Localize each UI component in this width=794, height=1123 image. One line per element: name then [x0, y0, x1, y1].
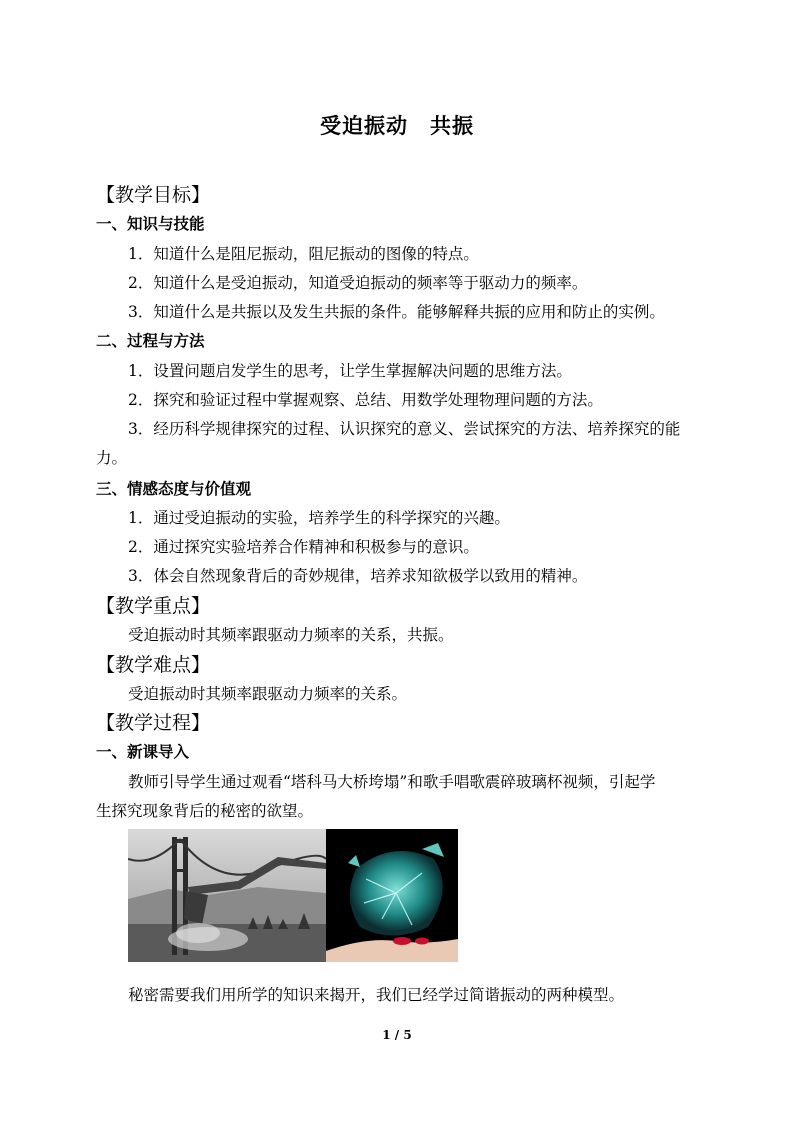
difficulties-text: 受迫振动时其频率跟驱动力频率的关系。	[128, 685, 408, 703]
shattered-glass-photo	[326, 829, 458, 962]
objective-item-continuation: 力。	[96, 449, 128, 467]
page-number: 1 / 5	[382, 1028, 412, 1042]
process-methods-heading: 二、过程与方法	[96, 331, 205, 350]
objective-item: 2．探究和验证过程中掌握观察、总结、用数学处理物理问题的方法。	[128, 391, 603, 409]
intro-paragraph-line: 生探究现象背后的秘密的欲望。	[96, 802, 314, 820]
objective-item: 3．体会自然现象背后的奇妙规律，培养求知欲极学以致用的精神。	[128, 567, 588, 585]
attitudes-values-heading: 三、情感态度与价值观	[96, 479, 252, 498]
objective-item: 2．知道什么是受迫振动，知道受迫振动的频率等于驱动力的频率。	[128, 274, 588, 292]
intro-paragraph-line: 教师引导学生通过观看“塔科马大桥垮塌”和歌手唱歌震碎玻璃杯视频，引起学	[128, 773, 656, 791]
knowledge-skills-heading: 一、知识与技能	[96, 214, 205, 233]
intro-photos	[128, 829, 458, 962]
document-title: 受迫振动 共振	[320, 113, 474, 138]
objectives-heading: 【教学目标】	[96, 184, 211, 206]
objective-item: 2．通过探究实验培养合作精神和积极参与的意识。	[128, 538, 479, 556]
objective-item: 1．通过受迫振动的实验，培养学生的科学探究的兴趣。	[128, 509, 510, 527]
objective-item: 3．经历科学规律探究的过程、认识探究的意义、尝试探究的方法、培养探究的能	[128, 420, 681, 438]
objective-item: 1．设置问题启发学生的思考，让学生掌握解决问题的思维方法。	[128, 362, 572, 380]
difficulties-heading: 【教学难点】	[96, 654, 211, 676]
objective-item: 1．知道什么是阻尼振动，阻尼振动的图像的特点。	[128, 245, 479, 263]
after-image-text: 秘密需要我们用所学的知识来揭开，我们已经学过简谐振动的两种模型。	[128, 986, 625, 1004]
new-lesson-intro-heading: 一、新课导入	[96, 742, 190, 761]
objective-item: 3．知道什么是共振以及发生共振的条件。能够解释共振的应用和防止的实例。	[128, 303, 665, 321]
key-points-text: 受迫振动时其频率跟驱动力频率的关系，共振。	[128, 626, 454, 644]
key-points-heading: 【教学重点】	[96, 595, 211, 617]
bridge-collapse-photo	[128, 829, 326, 962]
teaching-process-heading: 【教学过程】	[96, 712, 211, 734]
